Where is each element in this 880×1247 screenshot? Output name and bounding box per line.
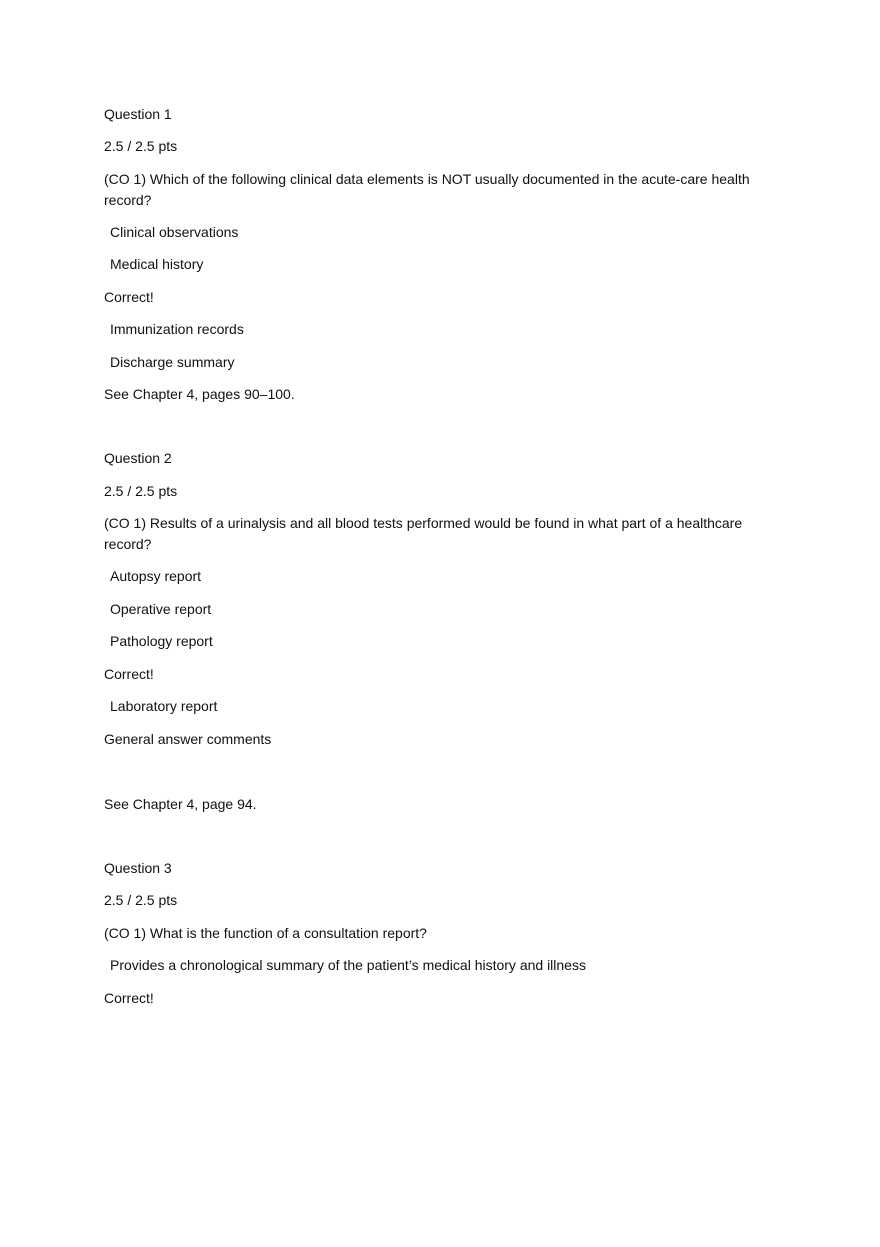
answer-comments-label: General answer comments bbox=[104, 731, 272, 747]
answer-option: Medical history bbox=[110, 256, 204, 272]
question-prompt: (CO 1) Which of the following clinical data elements is NOT usually documented in the acute-care health record? bbox=[104, 171, 750, 208]
question-title: Question 2 bbox=[104, 450, 172, 466]
chapter-reference: See Chapter 4, page 94. bbox=[104, 796, 257, 812]
correct-label: Correct! bbox=[104, 666, 154, 682]
question-prompt: (CO 1) Results of a urinalysis and all blood tests performed would be found in what part of a healthcare record? bbox=[104, 515, 743, 552]
correct-label: Correct! bbox=[104, 289, 154, 305]
question-score: 2.5 / 2.5 pts bbox=[104, 483, 178, 499]
question-score: 2.5 / 2.5 pts bbox=[104, 892, 178, 908]
answer-option: Provides a chronological summary of the patient’s medical history and illness bbox=[110, 957, 586, 973]
question-title: Question 3 bbox=[104, 860, 172, 876]
correct-label: Correct! bbox=[104, 990, 154, 1006]
answer-option: Clinical observations bbox=[110, 224, 239, 240]
question-prompt: (CO 1) What is the function of a consultation report? bbox=[104, 925, 427, 941]
chapter-reference: See Chapter 4, pages 90–100. bbox=[104, 386, 295, 402]
answer-option: Autopsy report bbox=[110, 568, 202, 584]
answer-option: Operative report bbox=[110, 601, 212, 617]
answer-option: Laboratory report bbox=[110, 698, 218, 714]
answer-option: Immunization records bbox=[110, 321, 244, 337]
question-score: 2.5 / 2.5 pts bbox=[104, 138, 178, 154]
answer-option: Pathology report bbox=[110, 633, 213, 649]
question-title: Question 1 bbox=[104, 106, 172, 122]
answer-option: Discharge summary bbox=[110, 354, 235, 370]
